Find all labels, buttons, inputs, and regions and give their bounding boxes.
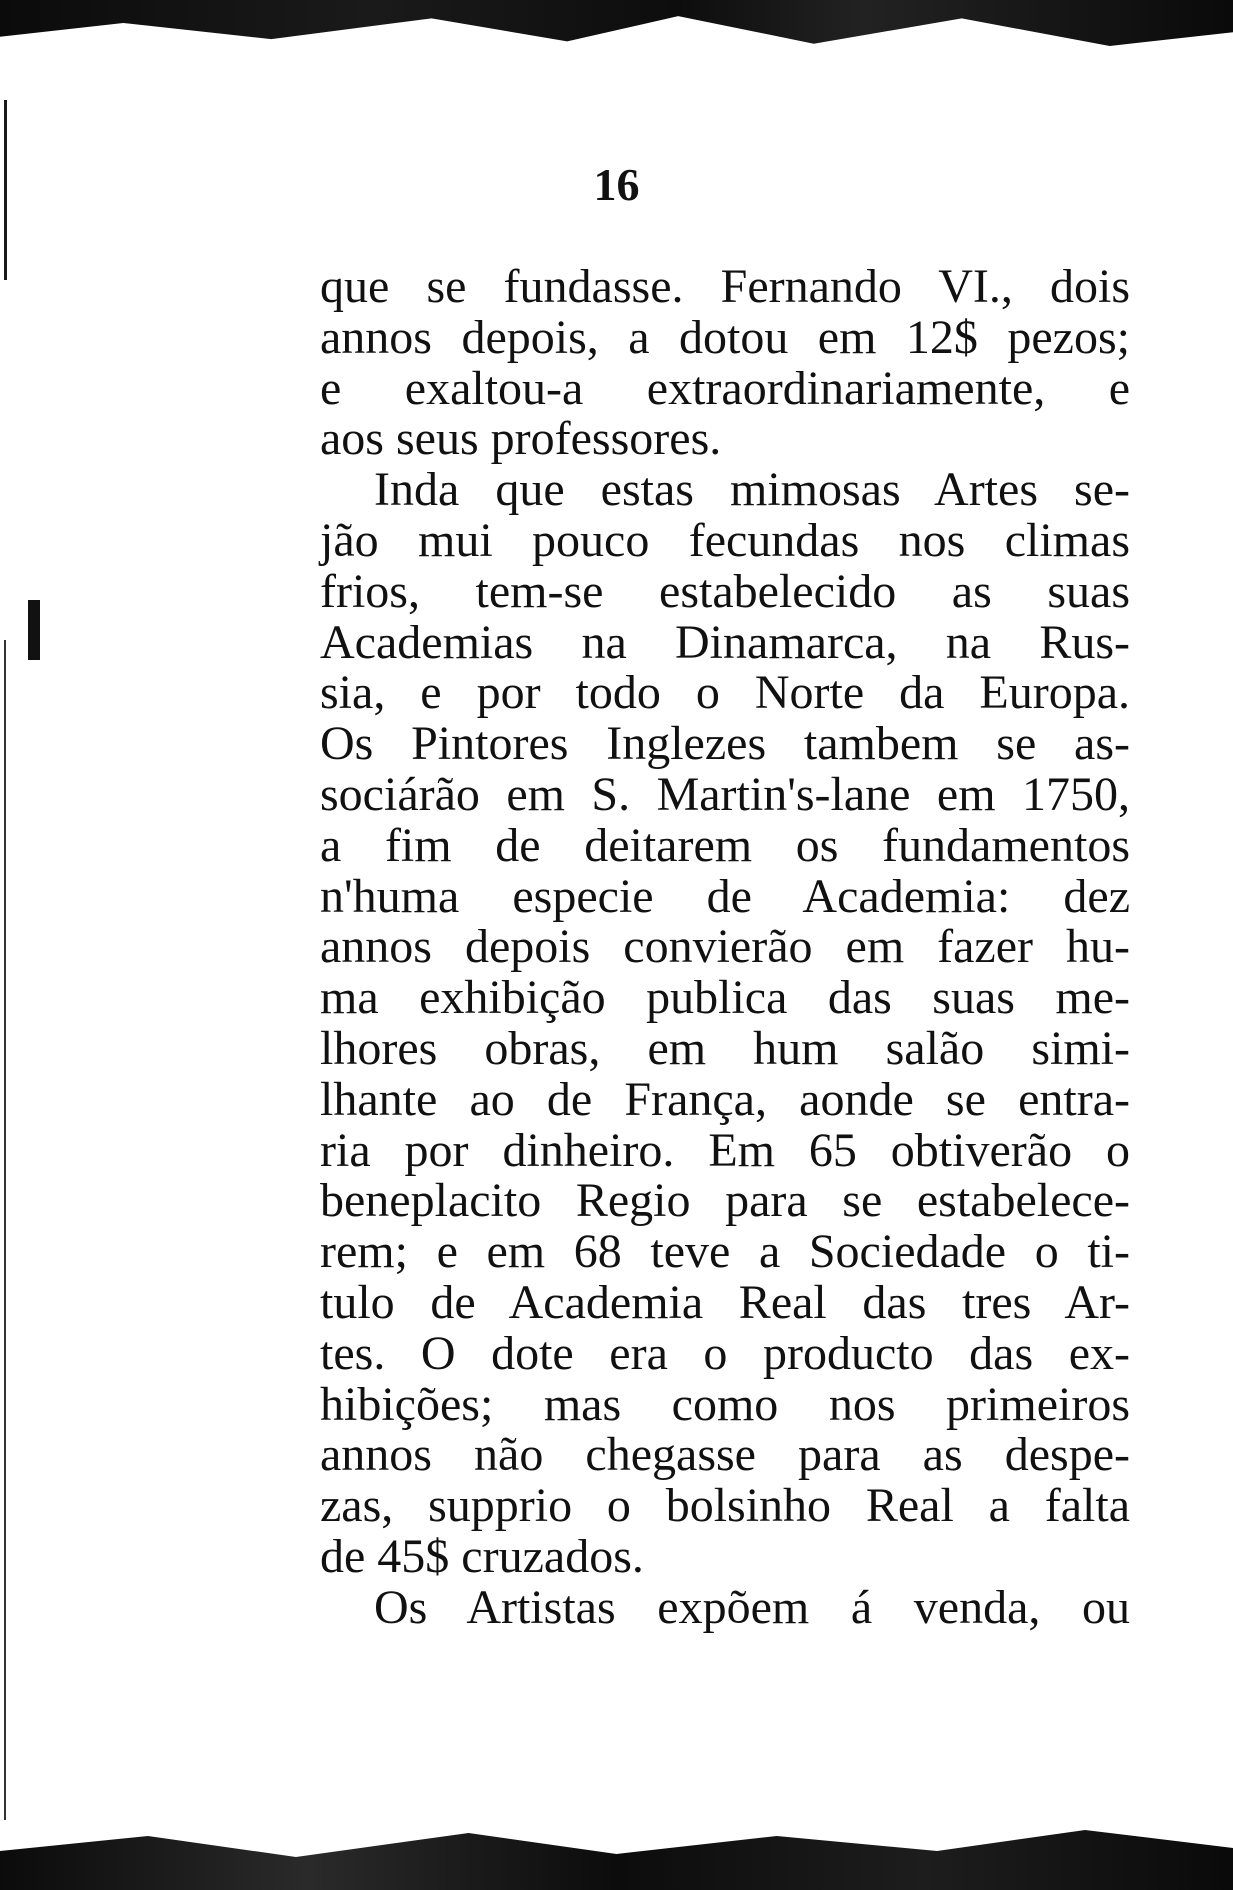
text-line: hibições; mas como nos primeiros	[320, 1377, 1130, 1431]
text-line: aos seus professores.	[320, 412, 722, 466]
scan-margin-mark	[28, 600, 40, 660]
text-line: lhante ao de França, aonde se entra-	[320, 1072, 1130, 1126]
scan-edge-top	[0, 0, 1233, 46]
text-line: jão mui pouco fecundas nos climas	[320, 513, 1130, 567]
text-line: zas, supprio o bolsinho Real a falta	[320, 1479, 1130, 1533]
text-line: lhores obras, em hum salão simi-	[320, 1021, 1130, 1075]
text-line: a fim de deitarem os fundamentos	[320, 818, 1130, 872]
text-line: sociárão em S. Martin's-lane em 1750,	[320, 767, 1130, 821]
text-line: n'huma especie de Academia: dez	[320, 869, 1130, 923]
text-line: annos não chegasse para as despe-	[320, 1428, 1130, 1482]
text-line: Inda que estas mimosas Artes se-	[374, 463, 1130, 517]
text-line: Os Pintores Inglezes tambem se as-	[320, 717, 1130, 771]
text-line: tulo de Academia Real das tres Ar-	[320, 1275, 1130, 1329]
text-line: ma exhibição publica das suas me-	[320, 971, 1130, 1025]
text-line: beneplacito Regio para se estabelece-	[320, 1174, 1130, 1228]
text-line: frios, tem-se estabelecido as suas	[320, 564, 1130, 618]
scan-edge-bottom	[0, 1830, 1233, 1890]
text-line: Os Artistas expõem á venda, ou	[374, 1580, 1130, 1634]
text-line: Academias na Dinamarca, na Rus-	[320, 615, 1130, 669]
text-line: tes. O dote era o producto das ex-	[320, 1326, 1130, 1380]
text-line: ria por dinheiro. Em 65 obtiverão o	[320, 1123, 1130, 1177]
text-line: annos depois, a dotou em 12$ pezos;	[320, 310, 1130, 364]
text-line: e exaltou-a extraordinariamente, e	[320, 361, 1130, 415]
page-number: 16	[593, 159, 640, 210]
text-line: rem; e em 68 teve a Sociedade o ti-	[320, 1225, 1130, 1279]
text-line: que se fundasse. Fernando VI., dois	[320, 260, 1130, 313]
text-line: de 45$ cruzados.	[320, 1529, 644, 1583]
text-line: sia, e por todo o Norte da Europa.	[320, 666, 1130, 720]
page-body	[320, 262, 1130, 1634]
scan-margin-line	[4, 640, 6, 1820]
text-line: annos depois convierão em fazer hu-	[320, 920, 1130, 974]
